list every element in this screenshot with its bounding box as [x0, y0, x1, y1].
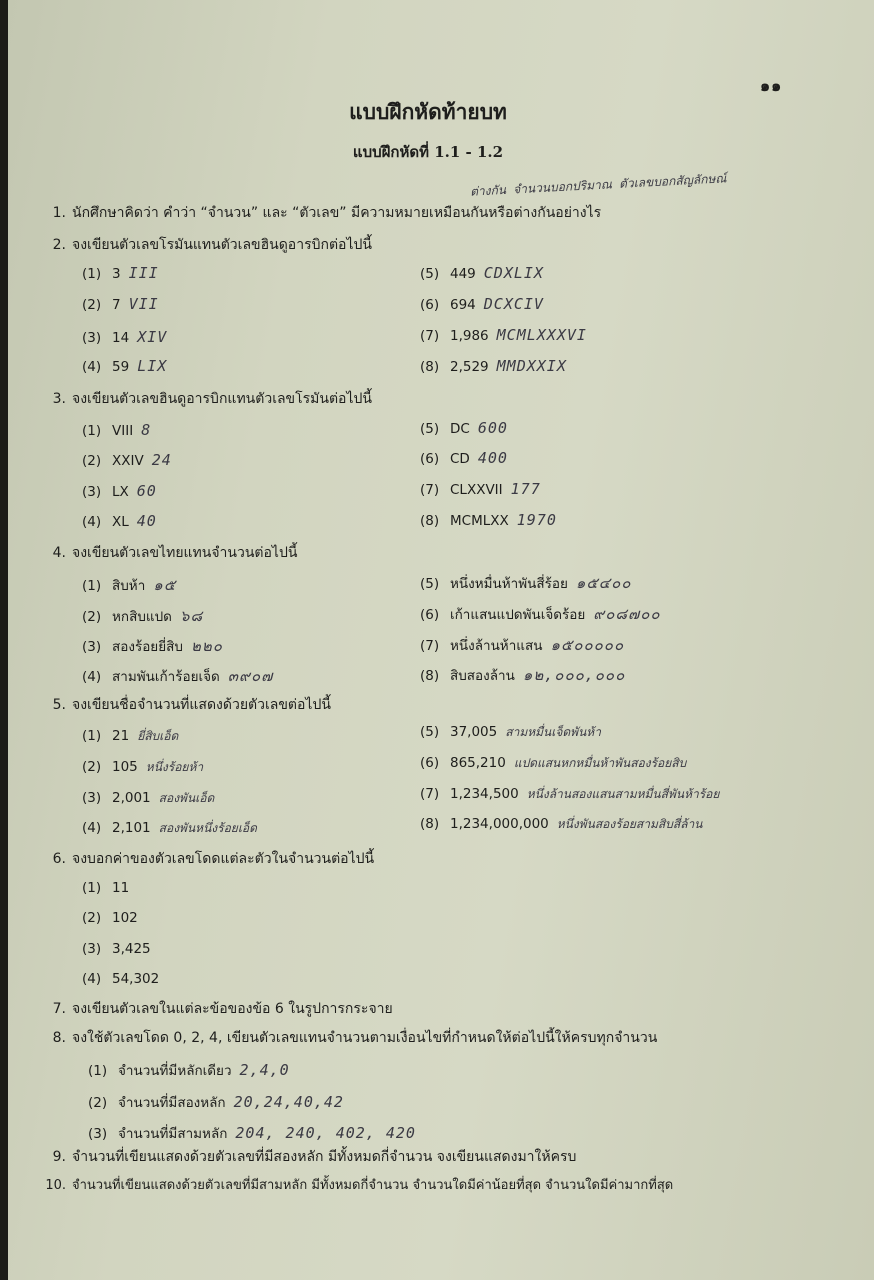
list-item	[82, 357, 167, 375]
list-item	[82, 819, 257, 838]
item-label: (3)	[82, 639, 102, 655]
item-value: 1,986	[450, 328, 489, 344]
handwritten-answer: 8	[141, 421, 152, 439]
list-item	[82, 295, 159, 313]
item-value: 2,001	[112, 790, 151, 806]
item-label: (6)	[420, 755, 440, 771]
item-value: หนึ่งล้านห้าแสน	[450, 638, 543, 654]
handwritten-answer: LIX	[137, 357, 168, 375]
item-value: 3	[112, 266, 121, 282]
item-value: 865,210	[450, 755, 506, 771]
question-text: จงเขียนตัวเลขฮินดูอารบิกแทนตัวเลขโรมันต่อไปนี้	[72, 391, 372, 407]
item-label: (4)	[82, 820, 102, 836]
item-label: (1)	[82, 423, 102, 439]
question-text: จงเขียนตัวเลขในแต่ละข้อของข้อ 6 ในรูปการกระจาย	[72, 1001, 393, 1017]
handwritten-answer: XIV	[137, 328, 168, 346]
handwritten-answer: CDXLIX	[483, 264, 544, 282]
handwritten-answer: 400	[477, 449, 508, 467]
item-label: (2)	[82, 297, 102, 313]
item-value: เก้าแสนแปดพันเจ็ดร้อย	[450, 607, 586, 623]
list-item	[82, 758, 203, 777]
question-text: จำนวนที่เขียนแสดงด้วยตัวเลขที่มีสามหลัก มีทั้งหมดกี่จำนวน จำนวนใดมีค่าน้อยที่สุด จำนวนใดมีค่ามากที่สุด	[72, 1178, 674, 1193]
item-label: (1)	[82, 266, 102, 282]
item-value: 449	[450, 266, 476, 282]
item-value: CLXXVII	[450, 482, 503, 498]
question-8	[42, 1027, 657, 1049]
handwritten-answer: หนึ่งร้อยห้า	[145, 760, 204, 774]
handwritten-note: ต่างกัน จำนวนบอกปริมาณ ตัวเลขบอกสัญลักษณ์	[469, 171, 727, 199]
item-label: (2)	[82, 759, 102, 775]
question-1	[42, 202, 601, 224]
item-value: 37,005	[450, 724, 498, 740]
handwritten-answer: แปดแสนหกหมื่นห้าพันสองร้อยสิบ	[513, 756, 687, 770]
list-item	[420, 754, 686, 773]
item-label: (1)	[82, 880, 102, 896]
question-text: จงเขียนตัวเลขโรมันแทนตัวเลขฮินดูอารบิกต่อไปนี้	[72, 237, 372, 253]
item-value: CD	[450, 451, 470, 467]
list-item	[420, 602, 661, 626]
item-value: หนึ่งหมื่นห้าพันสี่ร้อย	[450, 576, 568, 592]
item-value: 102	[112, 910, 138, 926]
item-label: (3)	[82, 790, 102, 806]
handwritten-answer: 40	[136, 512, 157, 530]
question-6	[42, 848, 374, 870]
list-item	[82, 789, 214, 808]
handwritten-answer: หนึ่งล้านสองแสนสามหมื่นสี่พันห้าร้อย	[526, 787, 720, 801]
handwritten-answer: ๒๒๐	[190, 637, 223, 655]
item-label: (6)	[420, 297, 440, 313]
handwritten-answer: ๑๒,๐๐๐,๐๐๐	[522, 666, 626, 684]
handwritten-answer: ๑๕๐๐๐๐๐	[550, 636, 625, 654]
item-label: (4)	[82, 514, 102, 530]
handwritten-answer: ๖๘	[179, 607, 204, 625]
item-label: (6)	[420, 607, 440, 623]
item-label: (5)	[420, 724, 440, 740]
item-value: 2,101	[112, 820, 151, 836]
item-value: MCMLXX	[450, 513, 509, 529]
handwritten-answer: สองพันเอ็ด	[158, 791, 215, 805]
handwritten-answer: 60	[136, 482, 157, 500]
item-label: (3)	[82, 941, 102, 957]
item-value: DC	[450, 421, 470, 437]
question-7	[42, 998, 393, 1020]
question-text: จำนวนที่เขียนแสดงด้วยตัวเลขที่มีสองหลัก มีทั้งหมดกี่จำนวน จงเขียนแสดงมาให้ครบ	[72, 1149, 577, 1165]
handwritten-answer: MMDXXIX	[496, 357, 567, 375]
item-value: จำนวนที่มีสองหลัก	[118, 1095, 226, 1111]
item-label: (7)	[420, 328, 440, 344]
item-value: 694	[450, 297, 476, 313]
list-item	[420, 633, 624, 657]
list-item	[420, 723, 601, 742]
page-subtitle: แบบฝึกหัดที่ 1.1 - 1.2	[352, 143, 504, 161]
page-number: ๑๑	[760, 76, 783, 95]
question-number: 3.	[52, 391, 66, 407]
list-item	[82, 451, 172, 469]
item-label: (3)	[82, 330, 102, 346]
item-value: VIII	[112, 423, 134, 439]
question-3	[42, 388, 372, 410]
handwritten-answer: DCXCIV	[483, 295, 544, 313]
handwritten-answer: 204, 240, 402, 420	[235, 1124, 416, 1142]
item-label: (5)	[420, 576, 440, 592]
handwritten-answer: III	[128, 264, 159, 282]
question-text: จงเขียนตัวเลขไทยแทนจำนวนต่อไปนี้	[72, 545, 298, 561]
list-item	[82, 421, 151, 439]
item-value: หกสิบแปด	[112, 609, 172, 625]
item-value: 2,529	[450, 359, 489, 375]
handwritten-answer: หนึ่งพันสองร้อยสามสิบสี่ล้าน	[556, 817, 703, 831]
list-item	[82, 328, 167, 346]
handwritten-answer: 2,4,0	[239, 1061, 290, 1079]
question-5	[42, 694, 331, 716]
item-label: (8)	[420, 513, 440, 529]
item-value: จำนวนที่มีหลักเดียว	[118, 1063, 232, 1079]
question-text: นักศึกษาคิดว่า คำว่า “จำนวน” และ “ตัวเลข” มีความหมายเหมือนกันหรือต่างกันอย่างไร	[72, 205, 602, 221]
page-title: แบบฝึกหัดท้ายบท	[349, 99, 507, 124]
item-label: (6)	[420, 451, 440, 467]
question-number: 4.	[52, 545, 66, 561]
handwritten-answer: 600	[477, 419, 508, 437]
question-number: 2.	[52, 237, 66, 253]
list-item	[420, 264, 544, 282]
item-value: สิบสองล้าน	[450, 668, 515, 684]
item-value: สิบห้า	[112, 578, 146, 594]
list-item	[82, 512, 157, 530]
question-text: จงเขียนชื่อจำนวนที่แสดงด้วยตัวเลขต่อไปนี้	[72, 697, 331, 713]
list-item	[82, 604, 203, 628]
item-label: (8)	[420, 359, 440, 375]
handwritten-answer: สามหมื่นเจ็ดพันห้า	[505, 725, 601, 739]
handwritten-answer: MCMLXXXVI	[496, 326, 587, 344]
item-label: (2)	[82, 609, 102, 625]
item-value: 59	[112, 359, 130, 375]
question-10	[42, 1174, 673, 1195]
list-item	[420, 815, 702, 834]
item-value: XXIV	[112, 453, 144, 469]
handwritten-answer: ๑๕	[153, 576, 177, 594]
list-item	[420, 571, 631, 595]
item-label: (4)	[82, 359, 102, 375]
list-item	[88, 1059, 290, 1081]
list-item	[88, 1091, 344, 1113]
handwritten-answer: สองพันหนึ่งร้อยเอ็ด	[158, 821, 257, 835]
item-value: จำนวนที่มีสามหลัก	[118, 1126, 228, 1142]
question-number: 10.	[45, 1178, 66, 1193]
list-item	[82, 941, 151, 957]
question-9	[42, 1146, 576, 1168]
item-value: 54,302	[112, 971, 160, 987]
item-value: สองร้อยยี่สิบ	[112, 639, 183, 655]
list-item	[82, 573, 176, 597]
list-item	[420, 295, 544, 313]
list-item	[82, 727, 178, 746]
item-label: (3)	[88, 1126, 108, 1142]
list-item	[420, 419, 508, 437]
item-value: XL	[112, 514, 129, 530]
item-label: (5)	[420, 266, 440, 282]
item-label: (7)	[420, 638, 440, 654]
question-number: 8.	[52, 1030, 66, 1046]
question-number: 6.	[52, 851, 66, 867]
item-label: (8)	[420, 668, 440, 684]
list-item	[82, 971, 159, 987]
item-label: (3)	[82, 484, 102, 500]
list-item	[420, 785, 719, 804]
item-label: (5)	[420, 421, 440, 437]
item-label: (2)	[82, 910, 102, 926]
list-item	[82, 880, 129, 896]
list-item	[420, 663, 625, 687]
item-value: 1,234,000,000	[450, 816, 549, 832]
item-label: (7)	[420, 786, 440, 802]
item-value: 1,234,500	[450, 786, 519, 802]
handwritten-answer: ๑๕๔๐๐	[575, 574, 632, 592]
list-item	[82, 664, 273, 688]
item-label: (1)	[88, 1063, 108, 1079]
handwritten-answer: VII	[128, 295, 159, 313]
handwritten-answer: 177	[510, 480, 541, 498]
question-number: 1.	[52, 205, 66, 221]
handwritten-answer: 20,24,40,42	[233, 1093, 344, 1111]
question-number: 5.	[52, 697, 66, 713]
question-number: 7.	[52, 1001, 66, 1017]
list-item	[420, 511, 557, 529]
item-value: 7	[112, 297, 121, 313]
list-item	[82, 264, 159, 282]
item-label: (4)	[82, 971, 102, 987]
item-label: (8)	[420, 816, 440, 832]
handwritten-answer: ยี่สิบเอ็ด	[137, 729, 179, 743]
list-item	[82, 910, 138, 926]
worksheet-page	[8, 0, 874, 1280]
item-value: 14	[112, 330, 130, 346]
item-value: สามพันเก้าร้อยเจ็ด	[112, 669, 220, 685]
item-value: 3,425	[112, 941, 151, 957]
question-text: จงใช้ตัวเลขโดด 0, 2, 4, เขียนตัวเลขแทนจำนวนตามเงื่อนไขที่กำหนดให้ต่อไปนี้ให้ครบทุกจำนวน	[72, 1030, 658, 1046]
list-item	[82, 634, 223, 658]
question-number: 9.	[52, 1149, 66, 1165]
item-value: 21	[112, 728, 130, 744]
question-text: จงบอกค่าของตัวเลขโดดแต่ละตัวในจำนวนต่อไปนี้	[72, 851, 375, 867]
question-4	[42, 542, 297, 564]
item-value: 105	[112, 759, 138, 775]
item-value: LX	[112, 484, 129, 500]
handwritten-answer: 1970	[516, 511, 557, 529]
list-item	[82, 482, 157, 500]
question-2	[42, 234, 372, 256]
item-label: (4)	[82, 669, 102, 685]
handwritten-answer: ๙๐๘๗๐๐	[593, 605, 661, 623]
item-label: (7)	[420, 482, 440, 498]
handwritten-answer: ๓๙๐๗	[227, 667, 274, 685]
list-item	[88, 1122, 416, 1144]
handwritten-answer: 24	[151, 451, 172, 469]
item-label: (1)	[82, 578, 102, 594]
item-value: 11	[112, 880, 130, 896]
list-item	[420, 480, 541, 498]
item-label: (2)	[88, 1095, 108, 1111]
list-item	[420, 449, 508, 467]
list-item	[420, 357, 567, 375]
item-label: (2)	[82, 453, 102, 469]
list-item	[420, 326, 587, 344]
item-label: (1)	[82, 728, 102, 744]
